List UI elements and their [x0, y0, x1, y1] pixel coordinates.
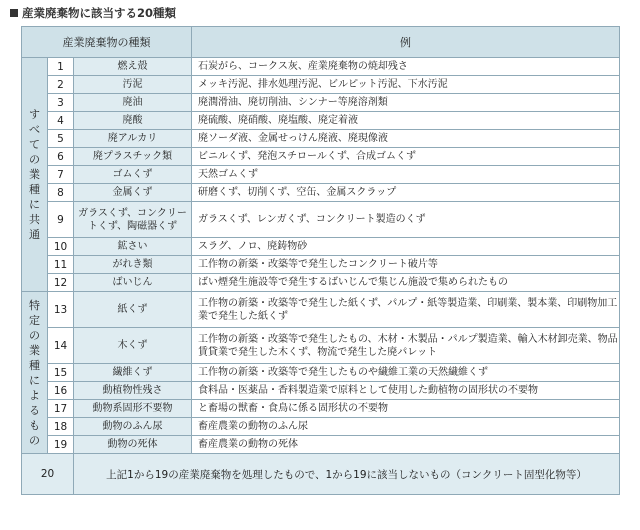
row-example: 畜産農業の動物の死体	[192, 436, 620, 454]
row-number: 18	[48, 418, 74, 436]
row-example: 食料品・医薬品・香料製造業で原料として使用した動植物の固形状の不要物	[192, 382, 620, 400]
row-example: 畜産農業の動物のふん尿	[192, 418, 620, 436]
row-kind: 汚泥	[74, 76, 192, 94]
row-kind: 木くず	[74, 328, 192, 364]
page-title-text: 産業廃棄物に該当する20種類	[22, 6, 177, 20]
row-number: 3	[48, 94, 74, 112]
row-example: スラグ、ノロ、廃鋳物砂	[192, 238, 620, 256]
row-kind: 動物のふん尿	[74, 418, 192, 436]
row-number: 16	[48, 382, 74, 400]
row-kind: ばいじん	[74, 274, 192, 292]
row-number: 11	[48, 256, 74, 274]
group-common	[22, 58, 48, 292]
group-specific-label: 特定の業種によるもの	[29, 298, 40, 447]
row-kind: 廃プラスチック類	[74, 148, 192, 166]
row-kind: 廃酸	[74, 112, 192, 130]
header-example: 例	[192, 27, 620, 58]
row-number: 17	[48, 400, 74, 418]
row-kind: 動植物性残さ	[74, 382, 192, 400]
row-number: 7	[48, 166, 74, 184]
row-number: 5	[48, 130, 74, 148]
row-example: 廃ソーダ液、金属せっけん廃液、廃現像液	[192, 130, 620, 148]
row-kind: 紙くず	[74, 292, 192, 328]
row-kind: 繊維くず	[74, 364, 192, 382]
row-example: 廃潤滑油、廃切削油、シンナー等廃溶剤類	[192, 94, 620, 112]
page-title	[10, 4, 176, 22]
row-number: 12	[48, 274, 74, 292]
row-kind: 廃アルカリ	[74, 130, 192, 148]
row-kind: 動物系固形不要物	[74, 400, 192, 418]
row-example: 工作物の新築・改築等で発生したもの、木材・木製品・パルプ製造業、輸入木材卸売業、物品賃貸業で発生した木くず、物流で発生した廃パレット	[192, 328, 620, 364]
header-kind: 産業廃棄物の種類	[22, 27, 192, 58]
row-example: ビニルくず、発泡スチロールくず、合成ゴムくず	[192, 148, 620, 166]
row-number: 9	[48, 202, 74, 238]
row-example: メッキ汚泥、排水処理汚泥、ビルピット汚泥、下水汚泥	[192, 76, 620, 94]
row-example: ガラスくず、レンガくず、コンクリート製造のくず	[192, 202, 620, 238]
row-example: 研磨くず、切削くず、空缶、金属スクラップ	[192, 184, 620, 202]
row-kind: 金属くず	[74, 184, 192, 202]
row-number-20: 20	[22, 454, 74, 495]
row-number: 6	[48, 148, 74, 166]
row-20-description: 上記1から19の産業廃棄物を処理したもので、1から19に該当しないもの（コンクリート固型化物等）	[74, 454, 620, 495]
row-kind: 鉱さい	[74, 238, 192, 256]
row-example: 石炭がら、コークス灰、産業廃棄物の焼却残さ	[192, 58, 620, 76]
row-example: と畜場の獣畜・食鳥に係る固形状の不要物	[192, 400, 620, 418]
row-kind: がれき類	[74, 256, 192, 274]
row-example: 天然ゴムくず	[192, 166, 620, 184]
row-example: 廃硫酸、廃硝酸、廃塩酸、廃定着液	[192, 112, 620, 130]
row-number: 14	[48, 328, 74, 364]
group-specific	[22, 292, 48, 454]
waste-table	[21, 26, 620, 495]
row-number: 1	[48, 58, 74, 76]
row-number: 4	[48, 112, 74, 130]
row-number: 8	[48, 184, 74, 202]
row-example: ばい煙発生施設等で発生するばいじんで集じん施設で集められたもの	[192, 274, 620, 292]
row-number: 2	[48, 76, 74, 94]
row-kind: 動物の死体	[74, 436, 192, 454]
square-bullet-icon	[10, 9, 18, 17]
group-common-label: すべての業種に共通	[29, 108, 40, 241]
row-kind: ガラスくず、コンクリートくず、陶磁器くず	[74, 202, 192, 238]
row-kind: 燃え殻	[74, 58, 192, 76]
row-number: 13	[48, 292, 74, 328]
row-number: 10	[48, 238, 74, 256]
row-kind: ゴムくず	[74, 166, 192, 184]
row-example: 工作物の新築・改築等で発生した紙くず、パルプ・紙等製造業、印刷業、製本業、印刷物加工業で発生した紙くず	[192, 292, 620, 328]
row-kind: 廃油	[74, 94, 192, 112]
row-example: 工作物の新築・改築等で発生したコンクリート破片等	[192, 256, 620, 274]
row-example: 工作物の新築・改築等で発生したものや繊維工業の天然繊維くず	[192, 364, 620, 382]
row-number: 19	[48, 436, 74, 454]
row-number: 15	[48, 364, 74, 382]
